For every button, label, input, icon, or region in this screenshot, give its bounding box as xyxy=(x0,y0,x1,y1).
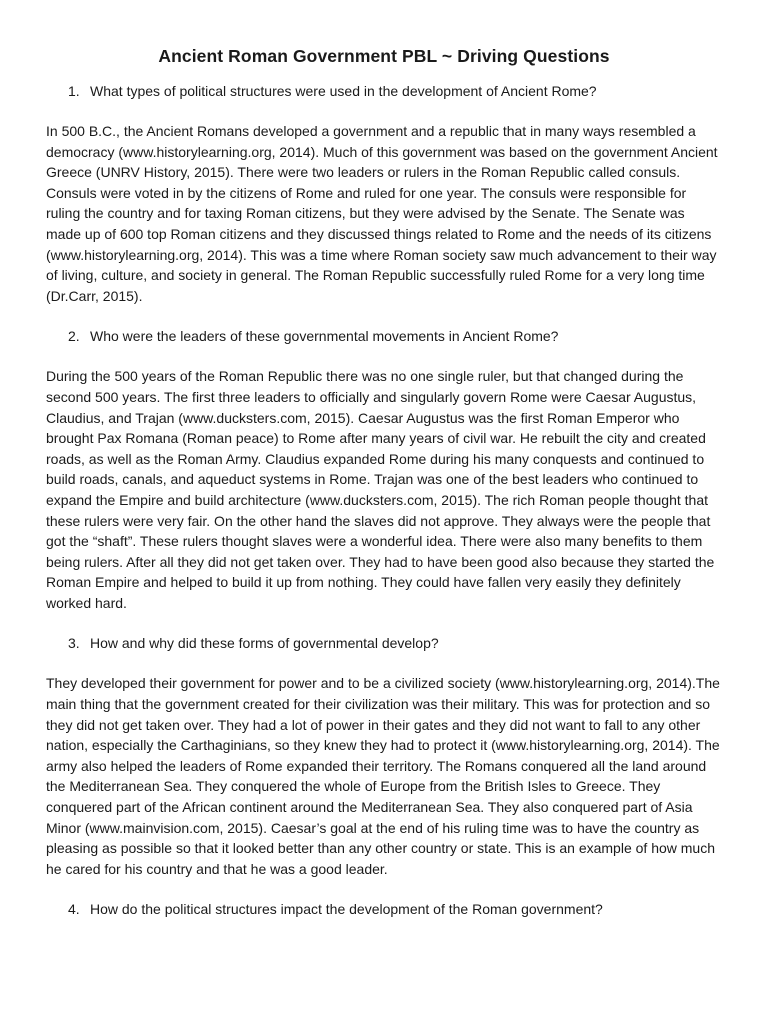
question-3 xyxy=(46,633,722,653)
question-number: 2. xyxy=(68,328,80,345)
question-number: 1. xyxy=(68,83,80,99)
question-text: How do the political structures impact the development of the Roman government? xyxy=(90,901,603,918)
question-text: What types of political structures were used in the development of Ancient Rome? xyxy=(90,83,597,99)
question-text: Who were the leaders of these governmental movements in Ancient Rome? xyxy=(90,328,559,345)
question-4 xyxy=(46,899,722,919)
question-2 xyxy=(46,326,722,346)
answer-1: In 500 B.C., the Ancient Romans developed a government and a republic that in many ways resembled a democracy (www.historylearning.org, 2014). Much of this government was based on the government Ancient Greece (UNRV History, 2015). There were two leaders or rulers in the Roman Republic called consuls. Consuls were voted in by the citizens of Rome and ruled for one year. The consuls were responsible for ruling the country and for taxing Roman citizens, but they were advised by the Senate. The Senate was made up of 600 top Roman citizens and they discussed things related to Rome and the needs of its citizens (www.historylearning.org, 2014). This was a time where Roman society saw much advancement to their way of living, culture, and society in general. The Roman Republic successfully ruled Rome for a very long time (Dr.Carr, 2015). xyxy=(46,123,718,304)
question-number: 4. xyxy=(68,901,80,918)
question-text: How and why did these forms of governmental develop? xyxy=(90,635,439,652)
document-title: Ancient Roman Government PBL ~ Driving Questions xyxy=(158,46,610,66)
answer-3: They developed their government for power and to be a civilized society (www.historylearning.org, 2014).The main thing that the government created for their civilization was their military. This was for protection and so they did not get taken over. They had a lot of power in their gates and they did not want to fall to any other nation, especially the Carthaginians, so they knew they had to protect it (www.historylearning.org, 2014). The army also helped the leaders of Rome expanded their territory. The Romans conquered all the land around the Mediterranean Sea. They conquered the whole of Europe from the British Isles to Greece. They conquered part of the African continent around the Mediterranean Sea. They also conquered part of Asia Minor (www.mainvision.com, 2015). Caesar’s goal at the end of his ruling time was to have the country as pleasing as possible so that it looked better than any other country or state. This is an example of how much he cared for his country and that he was a good leader. xyxy=(46,675,720,877)
question-1 xyxy=(46,81,722,101)
answer-2: During the 500 years of the Roman Republic there was no one single ruler, but that changed during the second 500 years. The first three leaders to officially and singularly govern Rome were Caesar Augustus, Claudius, and Trajan (www.ducksters.com, 2015). Caesar Augustus was the first Roman Emperor who brought Pax Romana (Roman peace) to Rome after many years of civil war. He rebuilt the city and created roads, as well as the Roman Army. Claudius expanded Rome during his many conquests and continued to build roads, canals, and aqueduct systems in Rome. Trajan was one of the best leaders who continued to expand the Empire and build architecture (www.ducksters.com, 2015). The rich Roman people thought that these rulers were very fair. On the other hand the slaves did not approve. They always were the people that got the “shaft”. These rulers thought slaves were a wonderful idea. There were also many benefits to them being rulers. After all they did not get taken over. They had to have been good also because they started the Roman Empire and helped to build it up from nothing. They could have fallen very easily they definitely worked hard. xyxy=(46,368,715,611)
question-number: 3. xyxy=(68,635,80,652)
